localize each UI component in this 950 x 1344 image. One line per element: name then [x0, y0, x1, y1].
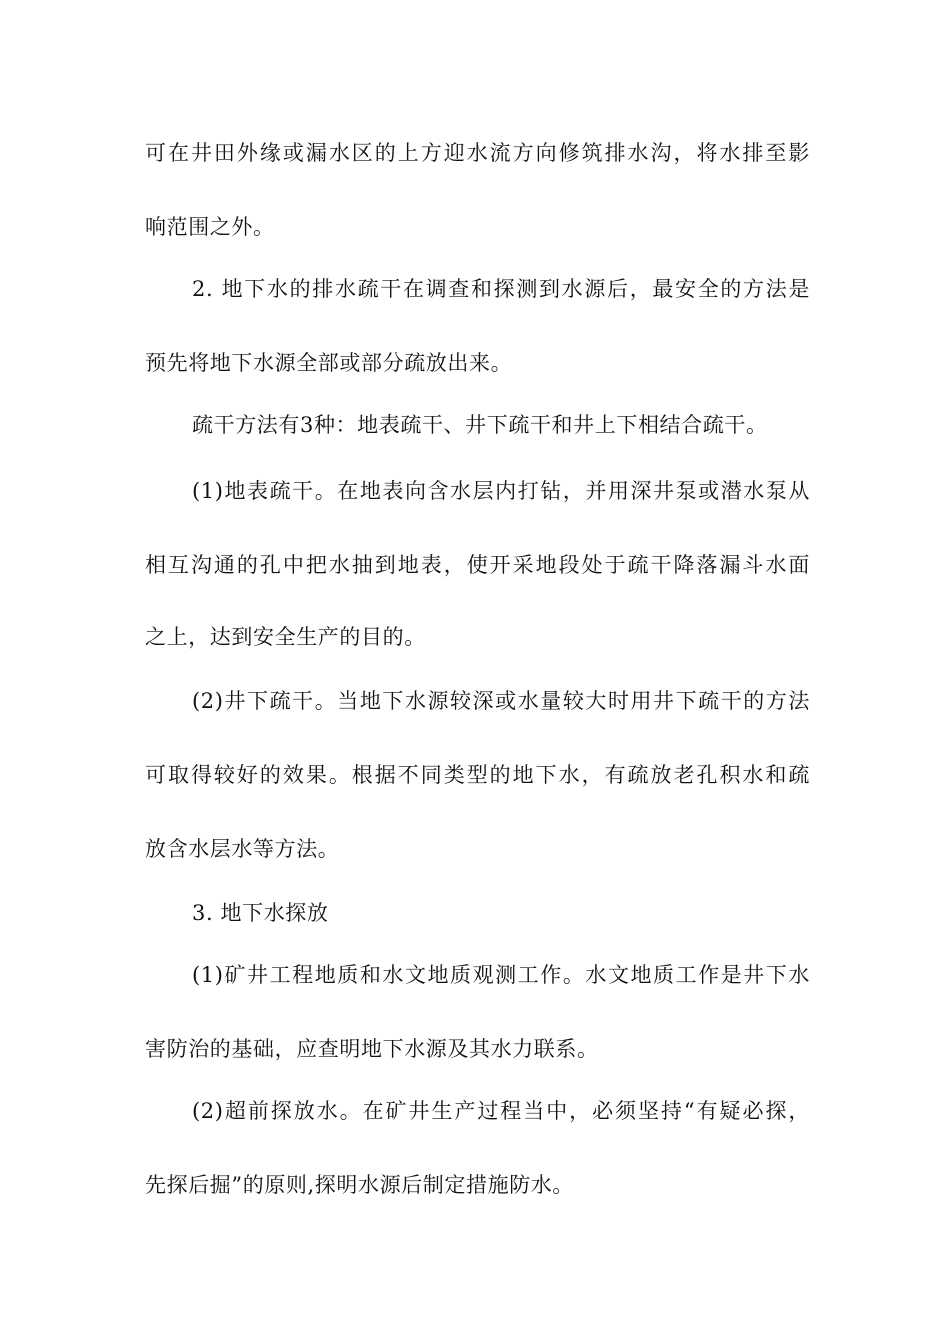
text-line: 预先将地下水源全部或部分疏放出来。: [145, 351, 513, 375]
text-line: 2. 地下水的排水疏干在调查和探测到水源后，最安全的方法是: [192, 277, 810, 301]
text-line: 疏干方法有3种：地表疏干、井下疏干和井上下相结合疏干。: [192, 413, 768, 437]
text-line: (2)超前探放水。在矿井生产过程当中，必须坚持“有疑必探，: [192, 1099, 810, 1123]
text-line: 响范围之外。: [145, 215, 275, 239]
text-line: (1)地表疏干。在地表向含水层内打钻，并用深井泵或潜水泵从: [192, 479, 810, 503]
text-line: (2)井下疏干。当地下水源较深或水量较大时用井下疏干的方法: [192, 689, 810, 713]
text-line: 可取得较好的效果。根据不同类型的地下水，有疏放老孔积水和疏: [145, 763, 810, 787]
text-line: 害防治的基础，应查明地下水源及其水力联系。: [145, 1037, 599, 1061]
text-line: (1)矿井工程地质和水文地质观测工作。水文地质工作是井下水: [192, 963, 810, 987]
text-line: 可在井田外缘或漏水区的上方迎水流方向修筑排水沟，将水排至影: [145, 141, 810, 165]
text-line: 先探后掘”的原则,探明水源后制定措施防水。: [145, 1173, 575, 1197]
text-line: 之上，达到安全生产的目的。: [145, 625, 426, 649]
text-line: 相互沟通的孔中把水抽到地表，使开采地段处于疏干降落漏斗水面: [145, 553, 810, 577]
text-line: 3. 地下水探放: [192, 901, 329, 925]
text-line: 放含水层水等方法。: [145, 837, 340, 861]
